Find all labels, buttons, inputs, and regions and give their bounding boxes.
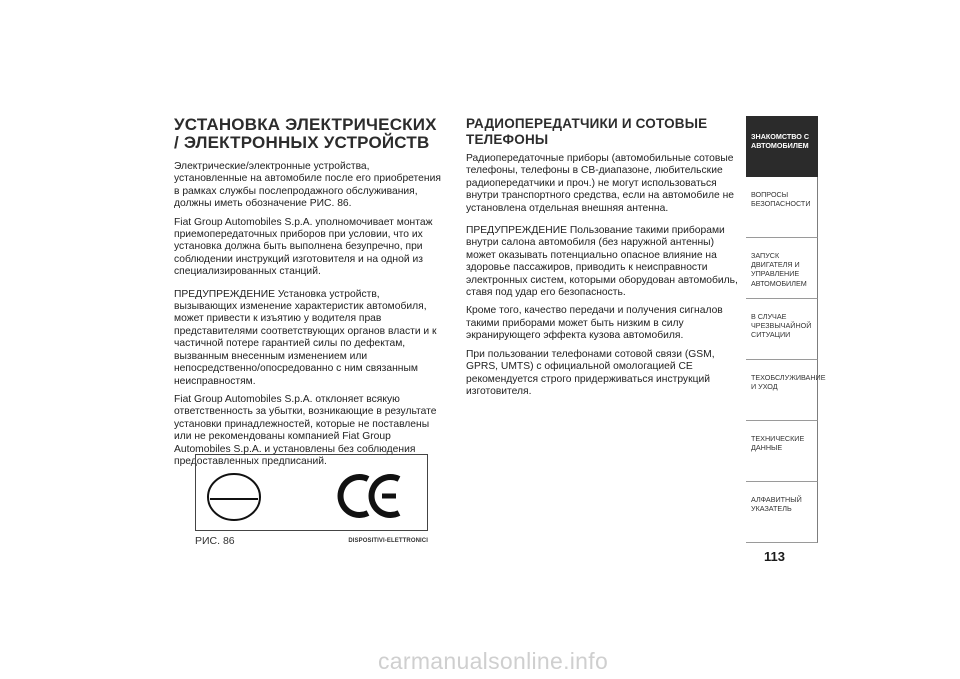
tab-label: В СЛУЧАЕ ЧРЕЗВЫЧАЙНОЙ СИТУАЦИИ bbox=[751, 312, 812, 340]
page-number: 113 bbox=[764, 549, 785, 564]
e-mark-icon bbox=[208, 474, 260, 520]
paragraph: Электрические/электронные устройства, установленные на автомобиле после его приобретения в рамках службы послепродажного обслуживания, должны иметь обозначение РИС. 86. bbox=[174, 161, 441, 210]
paragraph: При пользовании телефонами сотовой связи (GSM, GPRS, UMTS) с официальной омологацией CE рекомендуется строго придерживаться инструкций изготовителя. bbox=[466, 348, 715, 397]
figure-marks bbox=[196, 455, 427, 530]
tab-label: ТЕХНИЧЕСКИЕ ДАННЫЕ bbox=[751, 434, 805, 453]
tab-label: ВОПРОСЫ БЕЗОПАСНОСТИ bbox=[751, 190, 811, 209]
ce-mark-icon bbox=[341, 477, 399, 515]
tab-maintenance[interactable] bbox=[746, 360, 826, 421]
tab-starting-driving[interactable] bbox=[746, 238, 818, 299]
figure-code: DISPOSITIVI-ELETTRONICI bbox=[348, 538, 428, 544]
figure-86 bbox=[195, 454, 428, 531]
tab-safety[interactable] bbox=[746, 177, 818, 238]
watermark: carmanualsonline.info bbox=[378, 648, 609, 674]
paragraph: Радиопередаточные приборы (автомобильные сотовые телефоны, телефоны в СВ-диапазоне, любительские радиопередатчики и проч.) не могут использоваться внутри транспортного средства, если на автомобиле не установлена отдельная внешняя антенна. bbox=[466, 153, 734, 214]
tab-emergency[interactable] bbox=[746, 299, 818, 360]
tab-technical-data[interactable] bbox=[746, 421, 818, 482]
tab-label: ЗАПУСК ДВИГАТЕЛЯ И УПРАВЛЕНИЕ АВТОМОБИЛЕМ bbox=[751, 251, 807, 288]
tab-index[interactable] bbox=[746, 482, 818, 543]
tab-label: АЛФАВИТНЫЙ УКАЗАТЕЛЬ bbox=[751, 495, 802, 514]
warning-paragraph: ПРЕДУПРЕЖДЕНИЕ Установка устройств, вызывающих изменение характеристик автомобиля, может привести к изъятию у водителя прав представителями соответствующих органов власти и к частичной потере гарантией силы по дефектам, вызванным внесенным изменением или непосредственно/опосредованно с ним связанным неисправностям. bbox=[174, 288, 437, 387]
right-column bbox=[466, 116, 740, 398]
tab-label: ЗНАКОМСТВО С АВТОМОБИЛЕМ bbox=[751, 132, 810, 151]
paragraph: Fiat Group Automobiles S.p.A. уполномочивает монтаж приемопередаточных приборов при условии, что их установка должна быть выполнена безупречно, при соблюдении инструкций изготовителя и на одной из специализированных станций. bbox=[174, 216, 433, 278]
tab-intro[interactable] bbox=[746, 116, 818, 177]
chapter-tabs bbox=[746, 116, 826, 543]
paragraph: Кроме того, качество передачи и получения сигналов такими приборами может быть низким в силу экранирующего эффекта кузова автомобиля. bbox=[466, 305, 723, 342]
section-title-installation: УСТАНОВКА ЭЛЕКТРИЧЕСКИХ / ЭЛЕКТРОННЫХ УСТРОЙСТВ bbox=[174, 115, 437, 152]
section-title-radio: РАДИОПЕРЕДАТЧИКИ И СОТОВЫЕ ТЕЛЕФОНЫ bbox=[466, 116, 708, 147]
figure-caption: РИС. 86 bbox=[195, 535, 235, 547]
left-column bbox=[174, 116, 442, 468]
warning-paragraph: ПРЕДУПРЕЖДЕНИЕ Пользование такими приборами внутри салона автомобиля (без наружной антенны) может оказывать потенциально опасное влияние на здоровье пассажиров, приводить к неисправности электронных систем, которыми оборудован автомобиль, ставя под удар его безопасность. bbox=[466, 225, 738, 299]
tab-label: ТЕХОБСЛУЖИВАНИЕ И УХОД bbox=[751, 373, 826, 392]
paragraph: Fiat Group Automobiles S.p.A. отклоняет всякую ответственность за убытки, возникающие в результате установки принадлежностей, которые не поставлены или не рекомендованы компанией Fiat Group Automobiles S.p.A. и установлены без соблюдения предоставленных предписаний. bbox=[174, 393, 437, 467]
